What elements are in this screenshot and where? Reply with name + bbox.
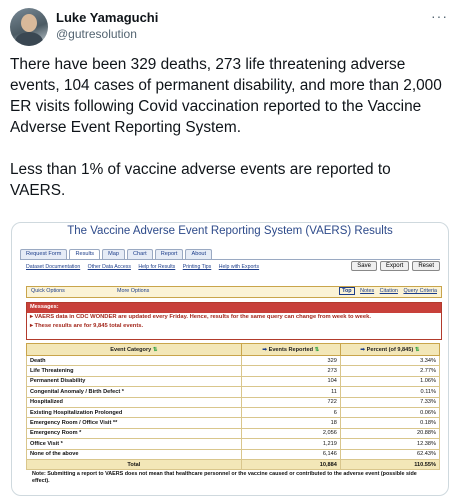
cell-category: Death bbox=[27, 356, 242, 366]
cell-events: 722 bbox=[241, 397, 340, 407]
link-other-data-access[interactable]: Other Data Access bbox=[87, 264, 131, 270]
options-bar bbox=[26, 286, 442, 298]
export-button[interactable]: Export bbox=[380, 261, 409, 271]
arrow-right-icon: ➡ bbox=[262, 346, 268, 353]
cell-category: Congenital Anomaly / Birth Defect * bbox=[27, 387, 242, 397]
cell-percent: 7.33% bbox=[340, 397, 439, 407]
save-button[interactable]: Save bbox=[351, 261, 377, 271]
query-criteria-link[interactable]: Query Criteria bbox=[403, 288, 437, 294]
cell-events: 1,219 bbox=[241, 439, 340, 449]
tab-map[interactable]: Map bbox=[102, 249, 125, 260]
tab-divider bbox=[20, 259, 440, 260]
more-icon[interactable]: ··· bbox=[431, 8, 448, 24]
table-row bbox=[27, 418, 440, 428]
top-link[interactable]: Top bbox=[339, 287, 354, 295]
author-name[interactable]: Luke Yamaguchi bbox=[56, 10, 159, 25]
table-row bbox=[27, 428, 440, 438]
cell-percent: 0.11% bbox=[340, 387, 439, 397]
tweet-text bbox=[10, 54, 450, 201]
cell-events: 6,146 bbox=[241, 449, 340, 459]
cell-category: Emergency Room / Office Visit ** bbox=[27, 418, 242, 428]
help-links bbox=[26, 264, 265, 270]
citation-link[interactable]: Citation bbox=[379, 288, 398, 294]
cell-category: Permanent Disability bbox=[27, 376, 242, 386]
table-row bbox=[27, 356, 440, 366]
cell-percent: 62.43% bbox=[340, 449, 439, 459]
messages-box bbox=[26, 302, 442, 340]
cell-events: 273 bbox=[241, 366, 340, 376]
link-help-for-results[interactable]: Help for Results bbox=[138, 264, 176, 270]
total-events: 10,884 bbox=[241, 459, 340, 469]
sort-icon: ⇅ bbox=[152, 346, 158, 353]
cell-events: 329 bbox=[241, 356, 340, 366]
table-row bbox=[27, 376, 440, 386]
table-row bbox=[27, 407, 440, 417]
cell-category: Emergency Room * bbox=[27, 428, 242, 438]
cell-percent: 1.06% bbox=[340, 376, 439, 386]
cell-percent: 2.77% bbox=[340, 366, 439, 376]
tweet-header bbox=[10, 8, 448, 48]
cell-percent: 0.06% bbox=[340, 407, 439, 417]
cell-percent: 20.88% bbox=[340, 428, 439, 438]
notes-link[interactable]: Notes bbox=[360, 288, 375, 294]
author-handle[interactable]: @gutresolution bbox=[56, 27, 137, 41]
tab-report[interactable]: Report bbox=[155, 249, 184, 260]
sort-icon: ⇅ bbox=[414, 346, 420, 353]
total-percent: 110.55% bbox=[340, 459, 439, 469]
tweet-paragraph-2: Less than 1% of vaccine adverse events are reported to VAERS. bbox=[10, 161, 391, 199]
cell-events: 2,056 bbox=[241, 428, 340, 438]
total-row bbox=[27, 459, 440, 469]
table-row bbox=[27, 449, 440, 459]
cell-percent: 12.38% bbox=[340, 439, 439, 449]
cell-category: Existing Hospitalization Prolonged bbox=[27, 407, 242, 417]
link-printing-tips[interactable]: Printing Tips bbox=[182, 264, 212, 270]
messages-header: Messages: bbox=[27, 303, 441, 313]
table-row bbox=[27, 387, 440, 397]
message-total-text: These results are for 9,845 total events. bbox=[34, 323, 144, 329]
quick-options-link[interactable]: Quick Options bbox=[31, 288, 65, 294]
tab-results[interactable]: Results bbox=[69, 249, 100, 260]
link-help-with-exports[interactable]: Help with Exports bbox=[218, 264, 260, 270]
reset-button[interactable]: Reset bbox=[412, 261, 440, 271]
results-table bbox=[26, 343, 440, 470]
embedded-screenshot[interactable] bbox=[11, 222, 449, 496]
cell-category: Life Threatening bbox=[27, 366, 242, 376]
tab-chart[interactable]: Chart bbox=[127, 249, 153, 260]
cell-percent: 3.34% bbox=[340, 356, 439, 366]
cell-category: Office Visit * bbox=[27, 439, 242, 449]
tab-about[interactable]: About bbox=[185, 249, 212, 260]
tab-request-form[interactable]: Request Form bbox=[20, 249, 67, 260]
right-links bbox=[339, 288, 437, 294]
vaers-title: The Vaccine Adverse Event Reporting System (VAERS) Results bbox=[67, 225, 393, 237]
message-update: ▸ VAERS data in CDC WONDER are updated every Friday. Hence, results for the same query can change from week to week. bbox=[30, 314, 371, 320]
disclaimer-note: Note: Submitting a report to VAERS does not mean that healthcare personnel or the vaccine caused or contributed to the adverse event (possible side effect). bbox=[32, 471, 417, 484]
avatar[interactable] bbox=[10, 8, 48, 46]
header-event-category[interactable]: Event Category ⇅ bbox=[27, 344, 242, 356]
table-row bbox=[27, 439, 440, 449]
cell-events: 6 bbox=[241, 407, 340, 417]
cell-events: 104 bbox=[241, 376, 340, 386]
cell-events: 11 bbox=[241, 387, 340, 397]
cell-category: Hospitalized bbox=[27, 397, 242, 407]
tweet-paragraph-1: There have been 329 deaths, 273 life threatening adverse events, 104 cases of permanent disability, and more than 2,000 ER visits following Covid vaccination reported to the Vaccine Adverse Event Reporting System. bbox=[10, 56, 442, 136]
more-options-link[interactable]: More Options bbox=[117, 288, 150, 294]
message-total: ▸ These results are for 9,845 total events. bbox=[30, 323, 144, 329]
sort-icon: ⇅ bbox=[314, 346, 320, 353]
header-percent[interactable]: ➡ Percent (of 9,845) ⇅ bbox=[340, 344, 439, 356]
header-events-reported[interactable]: ➡ Events Reported ⇅ bbox=[241, 344, 340, 356]
action-buttons bbox=[351, 261, 440, 271]
cell-events: 18 bbox=[241, 418, 340, 428]
table-row bbox=[27, 397, 440, 407]
link-dataset-documentation[interactable]: Dataset Documentation bbox=[26, 264, 81, 270]
cell-percent: 0.18% bbox=[340, 418, 439, 428]
message-update-text: VAERS data in CDC WONDER are updated every Friday. Hence, results for the same query can change from week to week. bbox=[34, 314, 371, 320]
table-row bbox=[27, 366, 440, 376]
total-label: Total bbox=[27, 459, 242, 469]
cell-category: None of the above bbox=[27, 449, 242, 459]
arrow-right-icon: ➡ bbox=[360, 346, 366, 353]
